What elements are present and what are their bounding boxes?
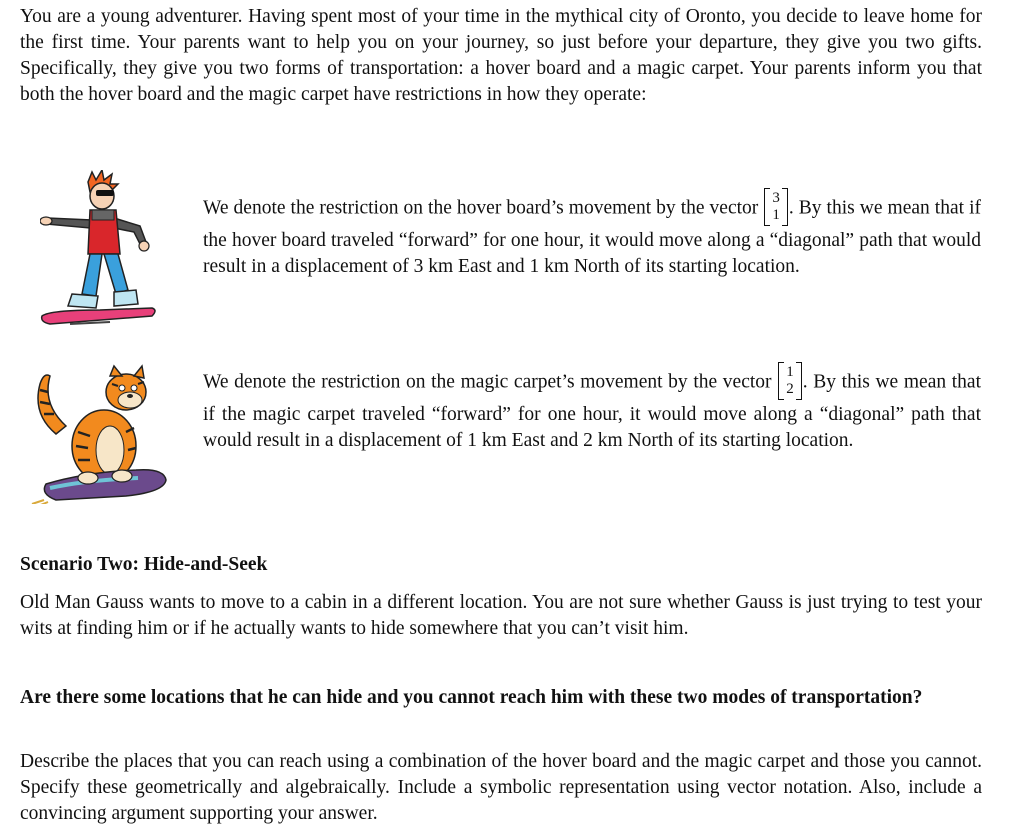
hoverboard-vector	[764, 188, 788, 226]
hoverboard-description	[203, 190, 981, 280]
hoverboard-text-before: We denote the restriction on the hover board’s movement by the vector	[203, 197, 759, 219]
carpet-vector-y: 2	[786, 381, 794, 397]
hoverboard-text-after: . By this we mean that if the hover board traveled “forward” for one hour, it would move along a “diagonal” path that would result in a displacement of 3 km East and 1 km North of its starting location.	[203, 197, 981, 277]
carpet-section	[20, 350, 982, 510]
carpet-text-before: We denote the restriction on the magic carpet’s movement by the vector	[203, 371, 772, 393]
hoverboard-vector-y: 1	[772, 207, 780, 223]
carpet-vector-x: 1	[786, 364, 794, 380]
hoverboard-vector-x: 3	[772, 190, 780, 206]
carpet-vector	[778, 362, 802, 400]
carpet-text-after: . By this we mean that if the magic carpet traveled “forward” for one hour, it would move along a “diagonal” path that would result in a displacement of 1 km East and 2 km North of its starting location.	[203, 371, 981, 451]
scenario-paragraph: Old Man Gauss wants to move to a cabin in a different location. You are not sure whether Gauss is just trying to test your wits at finding him or if he actually wants to hide somewhere that you can’t visit him.	[20, 592, 982, 639]
hoverboard-rider-illustration	[40, 170, 160, 328]
instructions-paragraph: Describe the places that you can reach using a combination of the hover board and the magic carpet and those you cannot. Specify these geometrically and algebraically. Include a symbolic representation using vector notation. Also, include a convincing argument supporting your answer.	[20, 751, 982, 824]
tiger-on-magic-carpet-illustration	[26, 354, 176, 504]
scenario-heading: Scenario Two: Hide-and-Seek	[20, 554, 268, 575]
hoverboard-section	[20, 170, 982, 330]
intro-paragraph: You are a young adventurer. Having spent most of your time in the mythical city of Oronto, you decide to leave home for the first time. Your parents want to help you on your journey, so just before your departure, they give you two gifts. Specifically, they give you two forms of transportation: a hover board and a magic carpet. Your parents inform you that both the hover board and the magic carpet have restrictions in how they operate:	[20, 6, 982, 105]
carpet-description	[203, 364, 981, 454]
question-heading: Are there some locations that he can hide and you cannot reach him with these two modes of transportation?	[20, 687, 923, 708]
